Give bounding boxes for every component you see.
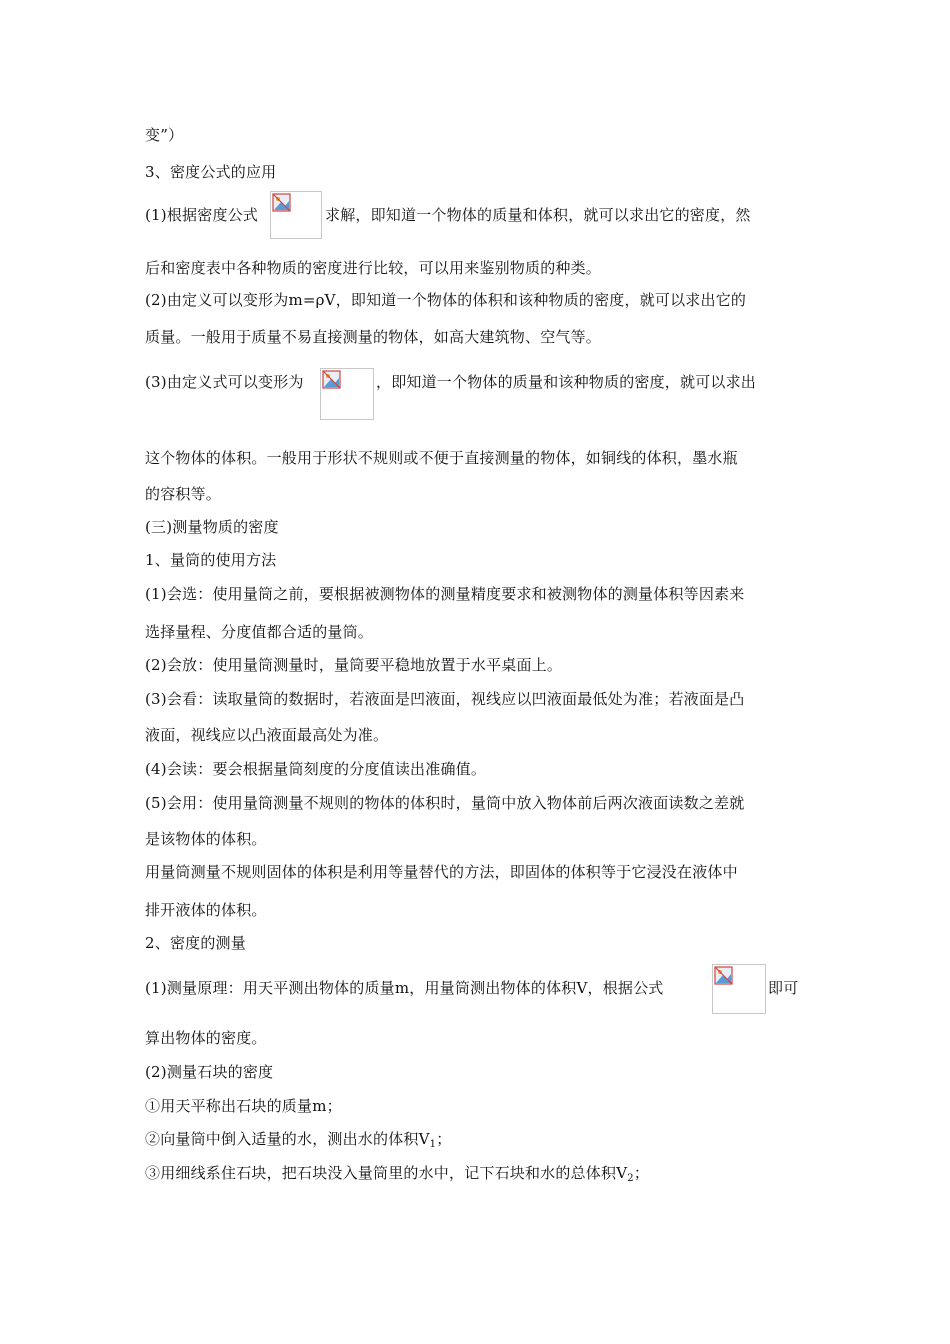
text-line: 液面，视线应以凸液面最高处为准。 — [145, 726, 389, 744]
step-item: ③用细线系住石块，把石块没入量筒里的水中，记下石块和水的总体积$V_2$； — [145, 1164, 650, 1184]
section-heading: 2、密度的测量 — [145, 934, 246, 952]
text-line: (1)会选：使用量筒之前，要根据被测物体的测量精度要求和被测物体的测量体积等因素来 — [145, 585, 745, 603]
step-item: ①用天平称出石块的质量m； — [145, 1097, 342, 1115]
text-line: (4)会读：要会根据量筒刻度的分度值读出准确值。 — [145, 760, 487, 778]
text-line: (1)测量原理：用天平测出物体的质量m，用量筒测出物体的体积V，根据公式 — [145, 979, 664, 997]
text-line: 变”） — [145, 126, 184, 144]
text-line: 的容积等。 — [145, 485, 222, 503]
text-line: 是该物体的体积。 — [145, 830, 267, 848]
text-line: (5)会用：使用量筒测量不规则的物体的体积时，量筒中放入物体前后两次液面读数之差就 — [145, 794, 745, 812]
formula-image-placeholder-icon — [320, 368, 374, 420]
text-line: 求解，即知道一个物体的质量和体积，就可以求出它的密度，然 — [325, 206, 751, 224]
text-line: 后和密度表中各种物质的密度进行比较，可以用来鉴别物质的种类。 — [145, 259, 602, 277]
section-heading: 1、量筒的使用方法 — [145, 551, 277, 569]
text-line: (3)由定义式可以变形为 — [145, 373, 304, 391]
text-line: (2)会放：使用量筒测量时，量筒要平稳地放置于水平桌面上。 — [145, 656, 563, 674]
text-line: 质量。一般用于质量不易直接测量的物体，如高大建筑物、空气等。 — [145, 328, 602, 346]
formula-image-placeholder-icon — [712, 964, 766, 1014]
formula-image-placeholder-icon — [270, 191, 322, 239]
text-line: (2)由定义可以变形为m=ρV，即知道一个物体的体积和该种物质的密度，就可以求出它的 — [145, 291, 747, 309]
text-line: 选择量程、分度值都合适的量筒。 — [145, 623, 374, 641]
text-line: 算出物体的密度。 — [145, 1029, 267, 1047]
section-heading: 3、密度公式的应用 — [145, 163, 277, 181]
text-line: (1)根据密度公式 — [145, 206, 259, 224]
text-line: 用量筒测量不规则固体的体积是利用等量替代的方法，即固体的体积等于它浸没在液体中 — [145, 863, 738, 881]
section-heading: (2)测量石块的密度 — [145, 1063, 274, 1081]
text-line: ，即知道一个物体的质量和该种物质的密度，就可以求出 — [376, 373, 757, 391]
text-line: 这个物体的体积。一般用于形状不规则或不便于直接测量的物体，如铜线的体积，墨水瓶 — [145, 449, 738, 467]
text-line: (3)会看：读取量筒的数据时，若液面是凹液面，视线应以凹液面最低处为准；若液面是凸 — [145, 690, 745, 708]
step-item: ②向量筒中倒入适量的水，测出水的体积$V_1$； — [145, 1130, 452, 1150]
section-heading: (三)测量物质的密度 — [145, 518, 279, 536]
text-line: 排开液体的体积。 — [145, 901, 267, 919]
text-line: 即可 — [768, 979, 799, 997]
